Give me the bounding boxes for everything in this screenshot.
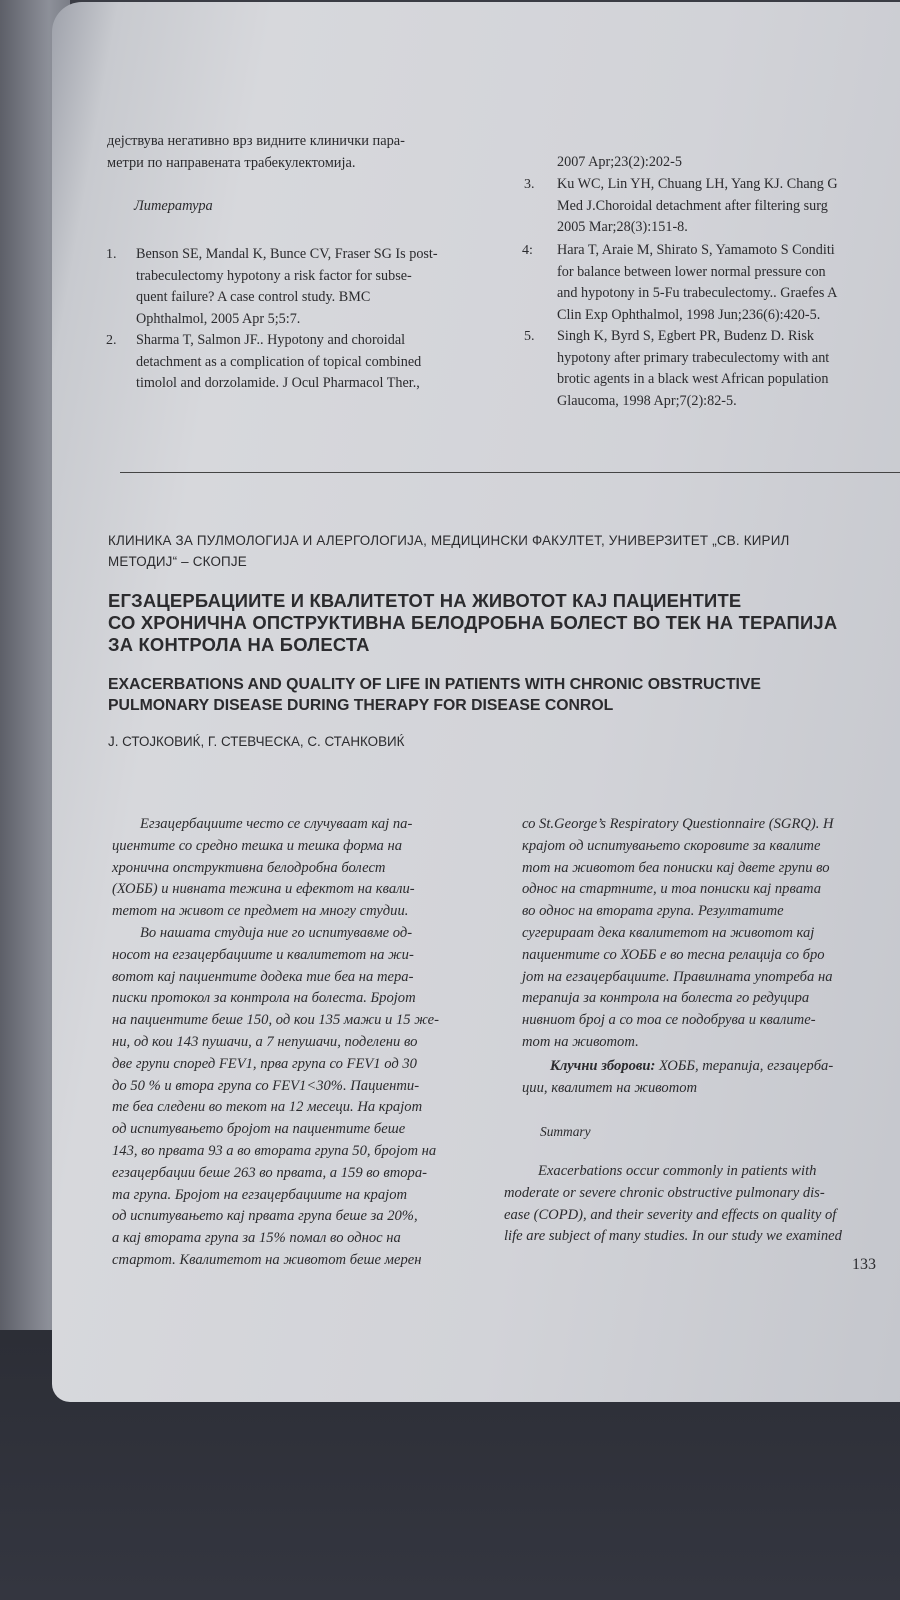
ref-line: Singh K, Byrd S, Egbert PR, Budenz D. Risk: [557, 328, 814, 344]
abstract-line: циентите со средно тешка и тешка форма на: [112, 837, 402, 854]
ref-line: Ophthalmol, 2005 Apr 5;5:7.: [136, 310, 301, 327]
title-line: PULMONARY DISEASE DURING THERAPY FOR DISEASE CONROL: [108, 697, 614, 714]
ref-line: and hypotony in 5-Fu trabeculectomy.. Graefes A: [557, 285, 838, 301]
abstract-line: терапија за контрола на болеста го редуцира: [522, 990, 810, 1007]
ref-line: for balance between lower normal pressure con: [557, 263, 826, 280]
ref-number: 5.: [524, 329, 535, 344]
abstract-line: тот на животот беа пониски кај двете групи во: [522, 859, 830, 876]
abstract-line: та група. Бројот на егзацербациите на крајот: [112, 1186, 408, 1203]
abstract-line: сугерираат дека квалитетот на животот кај: [522, 924, 815, 941]
abstract-line: со St.George’s Respiratory Questionnaire (SGRQ). Н: [522, 816, 834, 832]
abstract-line: крајот од испитувањето скоровите за квалите: [522, 837, 821, 854]
keywords-text: ХОББ, терапија, егзацерба-: [655, 1058, 834, 1074]
abstract-line: егзацербации беше 263 во првата, а 159 во втора-: [112, 1164, 427, 1181]
abstract-line: јот на егзацербациите. Правилната употреба на: [522, 968, 833, 985]
abstract-line: Во нашата студија ние го испитувавме од-: [140, 924, 413, 941]
abstract-line: до 50 % и втора група со FEV1<30%. Пациенти-: [112, 1077, 420, 1094]
page-number: 133: [852, 1256, 876, 1273]
abstract-line: нивниот број а со тоа се подобрува и квалите-: [522, 1012, 816, 1029]
keywords: [522, 1056, 833, 1100]
abstract-line: вотот кај пациентите додека тие беа на тера-: [112, 968, 414, 985]
abstract-line: тот на животот.: [522, 1033, 639, 1050]
abstract-line: носот на егзацербациите и квалитетот на жи-: [112, 946, 414, 963]
institution-line: МЕТОДИЈ“ – СКОПЈЕ: [108, 554, 247, 569]
section-divider: [120, 472, 900, 473]
ref-line: Glaucoma, 1998 Apr;7(2):82-5.: [557, 392, 737, 409]
ref-continuation: 2007 Apr;23(2):202-5: [557, 154, 682, 170]
institution: [108, 530, 790, 572]
ref-number: 4:: [522, 243, 533, 258]
summary-line: moderate or severe chronic obstructive pulmonary dis-: [504, 1184, 825, 1201]
ref-line: timolol and dorzolamide. J Ocul Pharmacol Ther.,: [136, 375, 420, 391]
text-line: дејствува негативно врз видните клинички пара-: [107, 133, 405, 149]
abstract-line: 143, во првата 93 а во втората група 50, бројот на: [112, 1142, 437, 1159]
keywords-label: Клучни зборови:: [550, 1058, 656, 1074]
abstract-line: стартот. Квалитетот на животот беше мерен: [112, 1251, 422, 1268]
abstract-line: однос на стартните, и тоа пониски кај првата: [522, 881, 822, 898]
abstract-line: те беа следени во текот на 12 месеци. На крајот: [112, 1099, 423, 1116]
title-line: ЕГЗАЦЕРБАЦИИТЕ И КВАЛИТЕТОТ НА ЖИВОТОТ КАЈ ПАЦИЕНТИТЕ: [108, 590, 742, 611]
title-macedonian: [108, 590, 837, 656]
ref-line: hypotony after primary trabeculectomy with ant: [557, 349, 830, 366]
title-line: ЗА КОНТРОЛА НА БОЛЕСТА: [108, 634, 370, 655]
ref-line: Benson SE, Mandal K, Bunce CV, Fraser SG Is post-: [136, 246, 438, 262]
reference-1: [136, 244, 556, 330]
ref-line: Ku WC, Lin YH, Chuang LH, Yang KJ. Chang G: [557, 176, 838, 192]
abstract-line: тетот на живот се предмет на многу студии.: [112, 903, 409, 920]
abstract-line: две групи според FEV1, прва група со FEV1 од 30: [112, 1055, 417, 1072]
ref-line: brotic agents in a black west African population: [557, 371, 829, 387]
summary-line: ease (COPD), and their severity and effects on quality of: [504, 1206, 837, 1223]
institution-line: КЛИНИКА ЗА ПУЛМОЛОГИЈА И АЛЕРГОЛОГИЈА, МЕДИЦИНСКИ ФАКУЛТЕТ, УНИВЕРЗИТЕТ „СВ. КИРИЛ: [108, 533, 790, 548]
title-english: [108, 674, 761, 716]
reference-2: [136, 330, 556, 395]
keywords-line: [522, 1056, 833, 1078]
abstract-line: ни, од кои 143 пушачи, а 7 непушачи, поделени во: [112, 1033, 418, 1050]
summary-line: life are subject of many studies. In our study we examined: [504, 1228, 842, 1245]
ref-line: Med J.Choroidal detachment after filtering surg: [557, 197, 828, 214]
text-line: метри по направената трабекулектомија.: [107, 155, 356, 171]
abstract-line: хронична опструктивна белодробна болест: [112, 859, 386, 876]
abstract-right-column: [522, 814, 900, 1054]
abstract-line: писки протокол за контрола на болеста. Бројот: [112, 990, 416, 1007]
abstract-line: Егзацербациите често се случуваат кај па-: [140, 816, 413, 832]
title-line: EXACERBATIONS AND QUALITY OF LIFE IN PATIENTS WITH CHRONIC OBSTRUCTIVE: [108, 676, 761, 693]
summary-line: Exacerbations occur commonly in patients with: [538, 1163, 817, 1179]
authors: J. СТОЈКОВИЌ, Г. СТЕВЧЕСКА, С. СТАНКОВИЌ: [108, 734, 405, 749]
ref-number: 2.: [106, 333, 117, 348]
summary-heading: Summary: [540, 1124, 591, 1139]
ref-line: trabeculectomy hypotony a risk factor for subse-: [136, 267, 412, 284]
reference-5: [557, 326, 900, 412]
keywords-line: ции, квалитет на животот: [522, 1079, 698, 1096]
reference-4: [557, 240, 900, 326]
title-line: СО ХРОНИЧНА ОПСТРУКТИВНА БЕЛОДРОБНА БОЛЕСТ ВО ТЕК НА ТЕРАПИЈА: [108, 612, 838, 633]
abstract-line: а кај втората група за 15% помал во однос на: [112, 1230, 401, 1247]
summary-text: [504, 1161, 900, 1248]
literature-heading: Литература: [134, 198, 213, 214]
abstract-line: пациентите со ХОББ е во тесна релација со бро: [522, 946, 825, 963]
abstract-line: од испитувањето кај првата група беше за 20%,: [112, 1208, 418, 1225]
abstract-left-column: [112, 814, 540, 1272]
ref-line: 2005 Mar;28(3):151-8.: [557, 219, 688, 235]
ref-line: detachment as a complication of topical combined: [136, 353, 422, 370]
top-left-paragraph: [107, 130, 557, 174]
ref-line: Sharma T, Salmon JF.. Hypotony and choroidal: [136, 332, 406, 348]
ref-line: Hara T, Araie M, Shirato S, Yamamoto S Conditi: [557, 242, 835, 258]
journal-page: [52, 2, 900, 1402]
reference-3: [557, 174, 900, 239]
ref-number: 1.: [106, 247, 117, 262]
ref-line: Clin Exp Ophthalmol, 1998 Jun;236(6):420-5.: [557, 306, 821, 323]
ref-line: quent failure? A case control study. BMC: [136, 289, 371, 305]
ref-number: 3.: [524, 177, 535, 192]
abstract-line: од испитувањето бројот на пациентите беше: [112, 1121, 406, 1138]
abstract-line: во однос на втората група. Резултатите: [522, 903, 784, 920]
abstract-line: (ХОББ) и нивната тежина и ефектот на квали-: [112, 881, 415, 898]
abstract-line: на пациентите беше 150, од кои 135 мажи и 15 же-: [112, 1012, 439, 1029]
